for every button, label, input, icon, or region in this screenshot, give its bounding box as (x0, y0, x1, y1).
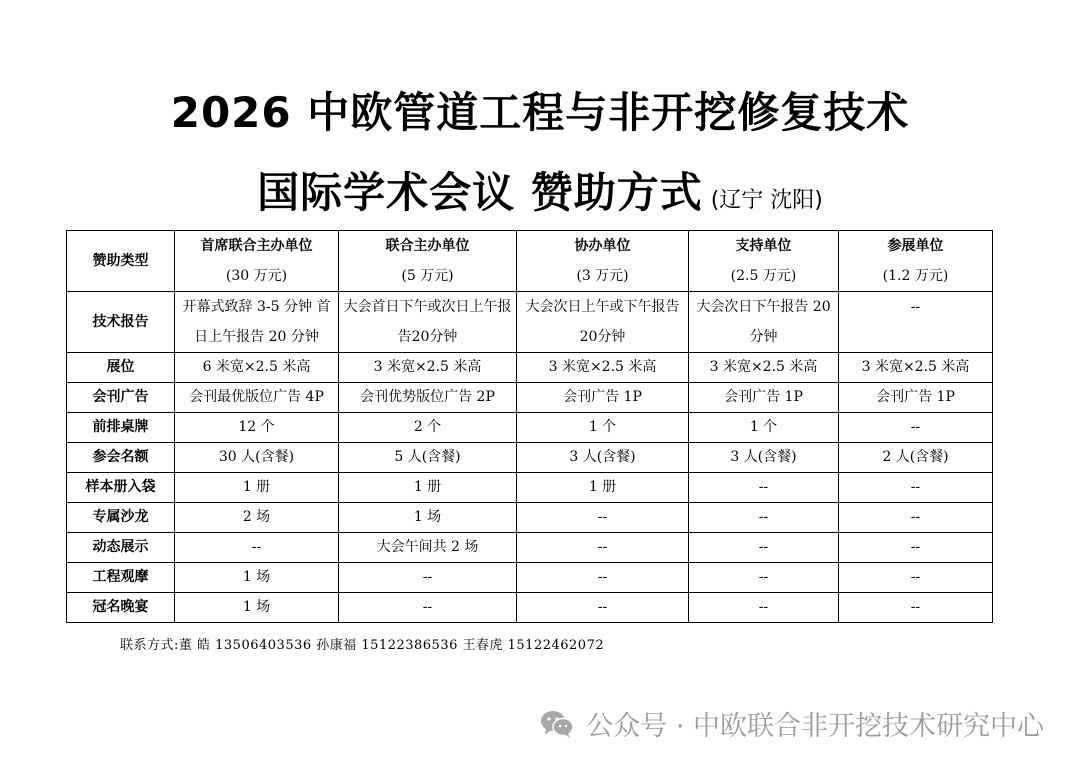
column-header (339, 231, 517, 292)
table-cell: 1 场 (175, 593, 339, 623)
table-cell: 会刊最优版位广告 4P (175, 383, 339, 413)
row-label: 展位 (67, 353, 175, 383)
table-cell: 1 场 (175, 563, 339, 593)
watermark-text: 公众号 · 中欧联合非开挖技术研究中心 (586, 711, 1044, 742)
table-cell: -- (839, 473, 993, 503)
title-line-2 (0, 160, 1080, 220)
table-cell: -- (689, 593, 839, 623)
row-label: 专属沙龙 (67, 503, 175, 533)
table-cell: 2 场 (175, 503, 339, 533)
column-name: 联合主办单位 (385, 238, 470, 254)
row-label: 工程观摩 (67, 563, 175, 593)
column-price: (30 万元) (225, 268, 288, 284)
column-name: 支持单位 (735, 238, 792, 254)
table-cell: -- (339, 593, 517, 623)
table-cell: -- (175, 533, 339, 563)
column-price: (2.5 万元) (730, 268, 797, 284)
table-cell: -- (839, 563, 993, 593)
column-header (839, 231, 993, 292)
table-cell: 3 人(含餐) (689, 443, 839, 473)
table-row (67, 413, 993, 443)
table-cell: 1 册 (339, 473, 517, 503)
corner-cell: 赞助类型 (67, 231, 175, 292)
table-cell: 会刊广告 1P (839, 383, 993, 413)
table-cell: -- (839, 593, 993, 623)
table-cell: 3 米宽×2.5 米高 (339, 353, 517, 383)
column-name: 首席联合主办单位 (200, 238, 313, 254)
table-cell: -- (517, 563, 689, 593)
table-cell: -- (689, 533, 839, 563)
row-label: 参会名额 (67, 443, 175, 473)
table-cell: 3 米宽×2.5 米高 (689, 353, 839, 383)
table-cell: 5 人(含餐) (339, 443, 517, 473)
row-label: 动态展示 (67, 533, 175, 563)
table-cell: 会刊广告 1P (517, 383, 689, 413)
table-row (67, 443, 993, 473)
column-header (517, 231, 689, 292)
column-price: (5 万元) (401, 268, 454, 284)
table-cell: -- (517, 503, 689, 533)
table-row (67, 563, 993, 593)
table-cell: -- (339, 563, 517, 593)
title-location: (辽宁 沈阳) (710, 188, 823, 213)
table-cell: 1 个 (689, 413, 839, 443)
title-line-1: 2026 中欧管道工程与非开挖修复技术 (170, 88, 910, 137)
column-price: (3 万元) (576, 268, 629, 284)
table-row (67, 533, 993, 563)
row-label: 前排桌牌 (67, 413, 175, 443)
table-cell: -- (689, 503, 839, 533)
table-row (67, 593, 993, 623)
table-cell: 1 场 (339, 503, 517, 533)
column-price: (1.2 万元) (882, 268, 949, 284)
table-cell: 大会首日下午或次日上午报告20分钟 (339, 292, 517, 353)
table-cell: -- (517, 533, 689, 563)
column-name: 参展单位 (887, 238, 944, 254)
table-cell: 开幕式致辞 3-5 分钟 首日上午报告 20 分钟 (175, 292, 339, 353)
table-cell: 30 人(含餐) (175, 443, 339, 473)
table-cell: 大会午间共 2 场 (339, 533, 517, 563)
wechat-icon (540, 709, 574, 739)
table-cell: 3 米宽×2.5 米高 (839, 353, 993, 383)
table-cell: 2 个 (339, 413, 517, 443)
header-row (67, 231, 993, 292)
title-main: 国际学术会议 赞助方式 (257, 168, 703, 217)
table-cell: -- (839, 533, 993, 563)
watermark (540, 704, 1044, 743)
table-cell: -- (839, 292, 993, 353)
table-cell: -- (517, 593, 689, 623)
column-name: 协办单位 (574, 238, 631, 254)
table-row (67, 503, 993, 533)
table-row (67, 292, 993, 353)
row-label: 冠名晚宴 (67, 593, 175, 623)
row-label: 样本册入袋 (67, 473, 175, 503)
table-cell: 6 米宽×2.5 米高 (175, 353, 339, 383)
column-header (689, 231, 839, 292)
table-cell: 大会次日上午或下午报告20分钟 (517, 292, 689, 353)
table-row (67, 383, 993, 413)
table-cell: 3 人(含餐) (517, 443, 689, 473)
table-cell: 1 册 (517, 473, 689, 503)
table-cell: -- (839, 413, 993, 443)
table-cell: -- (839, 503, 993, 533)
table-cell: 1 册 (175, 473, 339, 503)
table-cell: 1 个 (517, 413, 689, 443)
table-row (67, 473, 993, 503)
contact-info: 联系方式:董 皓 13506403536 孙康福 15122386536 王春虎 15122462072 (120, 638, 605, 653)
table-cell: 会刊广告 1P (689, 383, 839, 413)
table-row (67, 353, 993, 383)
table-cell: 大会次日下午报告 20分钟 (689, 292, 839, 353)
row-label: 技术报告 (67, 292, 175, 353)
sponsorship-table (66, 230, 993, 623)
table-cell: 2 人(含餐) (839, 443, 993, 473)
table-cell: 会刊优势版位广告 2P (339, 383, 517, 413)
table-cell: 3 米宽×2.5 米高 (517, 353, 689, 383)
column-header (175, 231, 339, 292)
table-cell: -- (689, 563, 839, 593)
table-cell: -- (689, 473, 839, 503)
row-label: 会刊广告 (67, 383, 175, 413)
table-cell: 12 个 (175, 413, 339, 443)
